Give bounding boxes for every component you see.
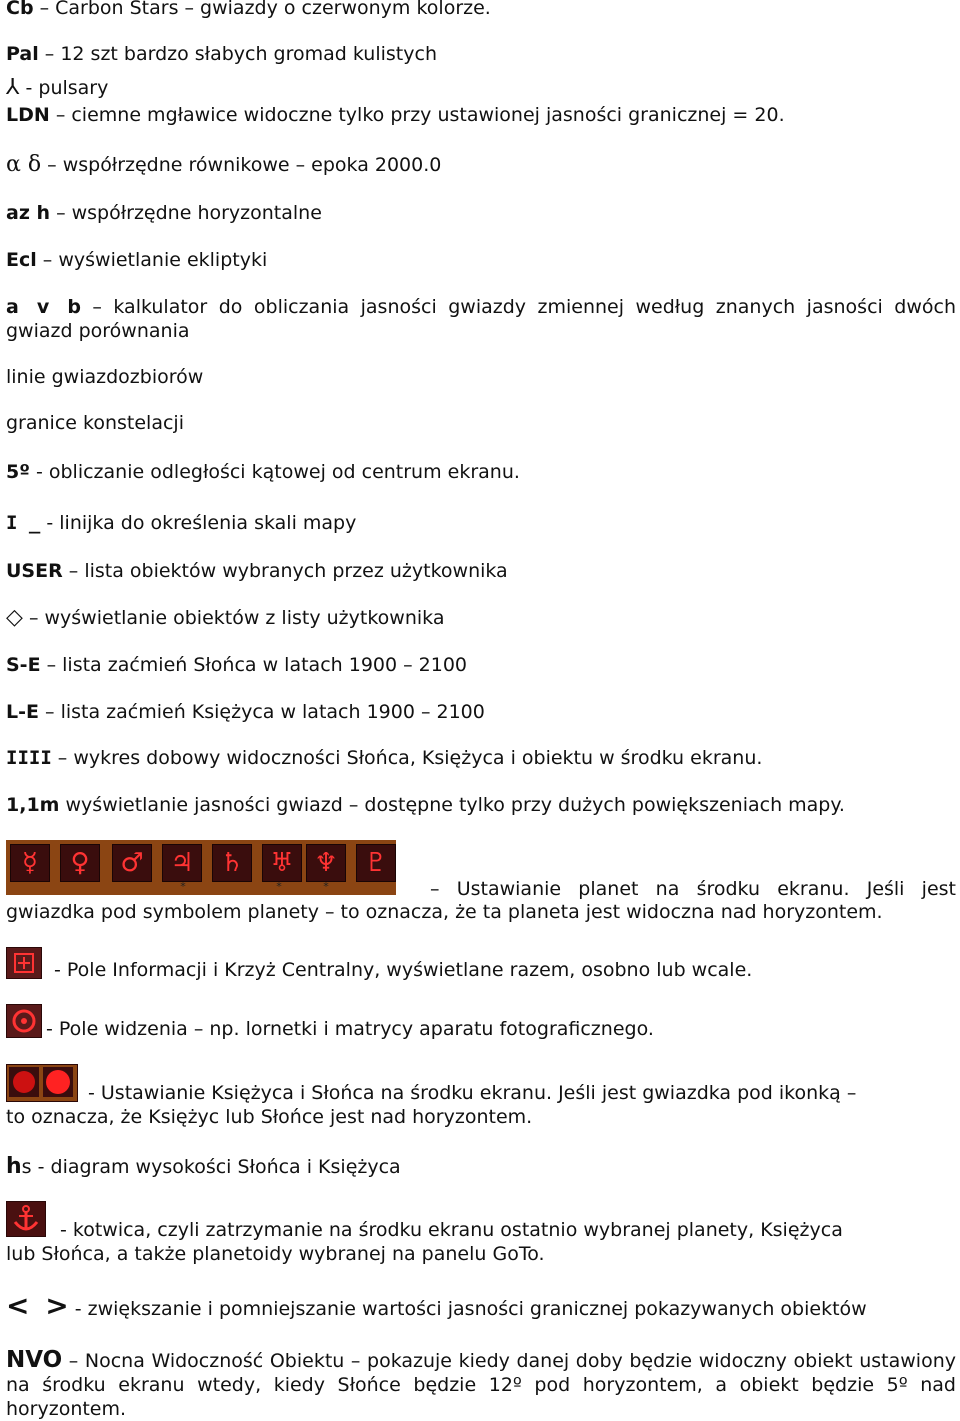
pluto-icon[interactable]: ♇ <box>356 844 396 882</box>
legend-az-h: az h – współrzędne horyzontalne <box>6 202 322 224</box>
neptune-icon[interactable]: ♆ <box>306 844 346 882</box>
legend-planets-second: gwiazdka pod symbolem planety – to oznacza, że ta planeta jest widoczna nad horyzontem. <box>6 901 883 923</box>
mercury-icon[interactable]: ☿ <box>10 844 50 882</box>
legend-pulsars: ⅄ - pulsary <box>6 75 109 100</box>
legend-magnitude: 1,1m wyświetlanie jasności gwiazd – dostępne tylko przy dużych powiększeniach mapy. <box>6 794 845 816</box>
anchor-icon[interactable] <box>6 1201 46 1237</box>
legend-alpha-delta: α δ – współrzędne równikowe – epoka 2000.0 <box>6 152 442 177</box>
jupiter-icon[interactable]: ♃ <box>162 844 202 882</box>
legend-cb: Cb – Carbon Stars – gwiazdy o czerwonym kolorze. <box>6 0 491 19</box>
info-field-icon[interactable] <box>6 947 42 979</box>
legend-user: USER – lista obiektów wybranych przez użytkownika <box>6 560 508 582</box>
uranus-icon[interactable]: ♅ <box>262 844 302 882</box>
legend-constellation-borders: granice konstelacji <box>6 412 184 434</box>
uranus-visible-star-icon: * <box>276 880 282 893</box>
legend-info-field: - Pole Informacji i Krzyż Centralny, wyświetlane razem, osobno lub wcale. <box>54 959 753 981</box>
legend-pal: Pal – 12 szt bardzo słabych gromad kulistych <box>6 43 437 65</box>
moon-sun-icons <box>6 1064 78 1102</box>
field-of-view-icon[interactable] <box>6 1004 42 1038</box>
mars-icon[interactable]: ♂ <box>112 844 152 882</box>
legend-nvo: NVO – Nocna Widoczność Obiektu – pokazuje kiedy danej doby będzie widoczny obiekt ustawiony na środku ekranu wtedy, kiedy Słońce będzie 12º pod horyzontem, a obiekt będzie 5º nad horyzontem. <box>6 1347 956 1420</box>
legend-solar-eclipses: S-E – lista zaćmień Słońca w latach 1900 – 2100 <box>6 654 468 676</box>
legend-anchor-first: - kotwica, czyli zatrzymanie na środku ekranu ostatnio wybranej planety, Księżyca <box>60 1219 843 1241</box>
pulsar-icon: ⅄ <box>6 75 20 100</box>
saturn-icon[interactable]: ♄ <box>212 844 252 882</box>
legend-field-of-view: - Pole widzenia – np. lornetki i matrycy aparatu fotograficznego. <box>46 1018 654 1040</box>
legend-ldn: LDN – ciemne mgławice widoczne tylko przy ustawionej jasności granicznej = 20. <box>6 104 785 126</box>
legend-iiii: IIII – wykres dobowy widoczności Słońca, Księżyca i obiektu w środku ekranu. <box>6 747 763 769</box>
jupiter-visible-star-icon: * <box>180 880 186 893</box>
legend-constellation-lines: linie gwiazdozbiorów <box>6 366 204 388</box>
legend-arrows: < > - zwiększanie i pomniejszanie wartości jasności granicznej pokazywanych obiektów <box>6 1289 867 1322</box>
legend-anchor-second: lub Słońca, a także planetoidy wybranej na panelu GoTo. <box>6 1243 545 1265</box>
legend-lunar-eclipses: L-E – lista zaćmień Księżyca w latach 1900 – 2100 <box>6 701 485 723</box>
planet-toolbar <box>6 840 396 895</box>
legend-planets-first: – Ustawianie planet na środku ekranu. Jeśli jest <box>430 878 956 900</box>
legend-ecl: Ecl – wyświetlanie ekliptyki <box>6 249 268 271</box>
neptune-visible-star-icon: * <box>323 880 329 893</box>
legend-avb: a v b – kalkulator do obliczania jasności gwiazdy zmiennej według znanych jasności dwóch gwiazd porównania <box>6 296 956 342</box>
legend-moon-sun-first: - Ustawianie Księżyca i Słońca na środku ekranu. Jeśli jest gwiazdka pod ikonką – <box>88 1082 857 1104</box>
legend-ruler: I _ - linijka do określenia skali mapy <box>6 512 357 534</box>
legend-moon-sun-second: to oznacza, że Księżyc lub Słońce jest nad horyzontem. <box>6 1106 533 1128</box>
legend-diamond: ◇ – wyświetlanie obiektów z listy użytkownika <box>6 605 445 630</box>
legend-five-degrees: 5º - obliczanie odległości kątowej od centrum ekranu. <box>6 461 520 483</box>
diamond-icon: ◇ <box>6 605 23 630</box>
venus-icon[interactable]: ♀ <box>60 844 100 882</box>
legend-hs: hs - diagram wysokości Słońca i Księżyca <box>6 1154 401 1179</box>
